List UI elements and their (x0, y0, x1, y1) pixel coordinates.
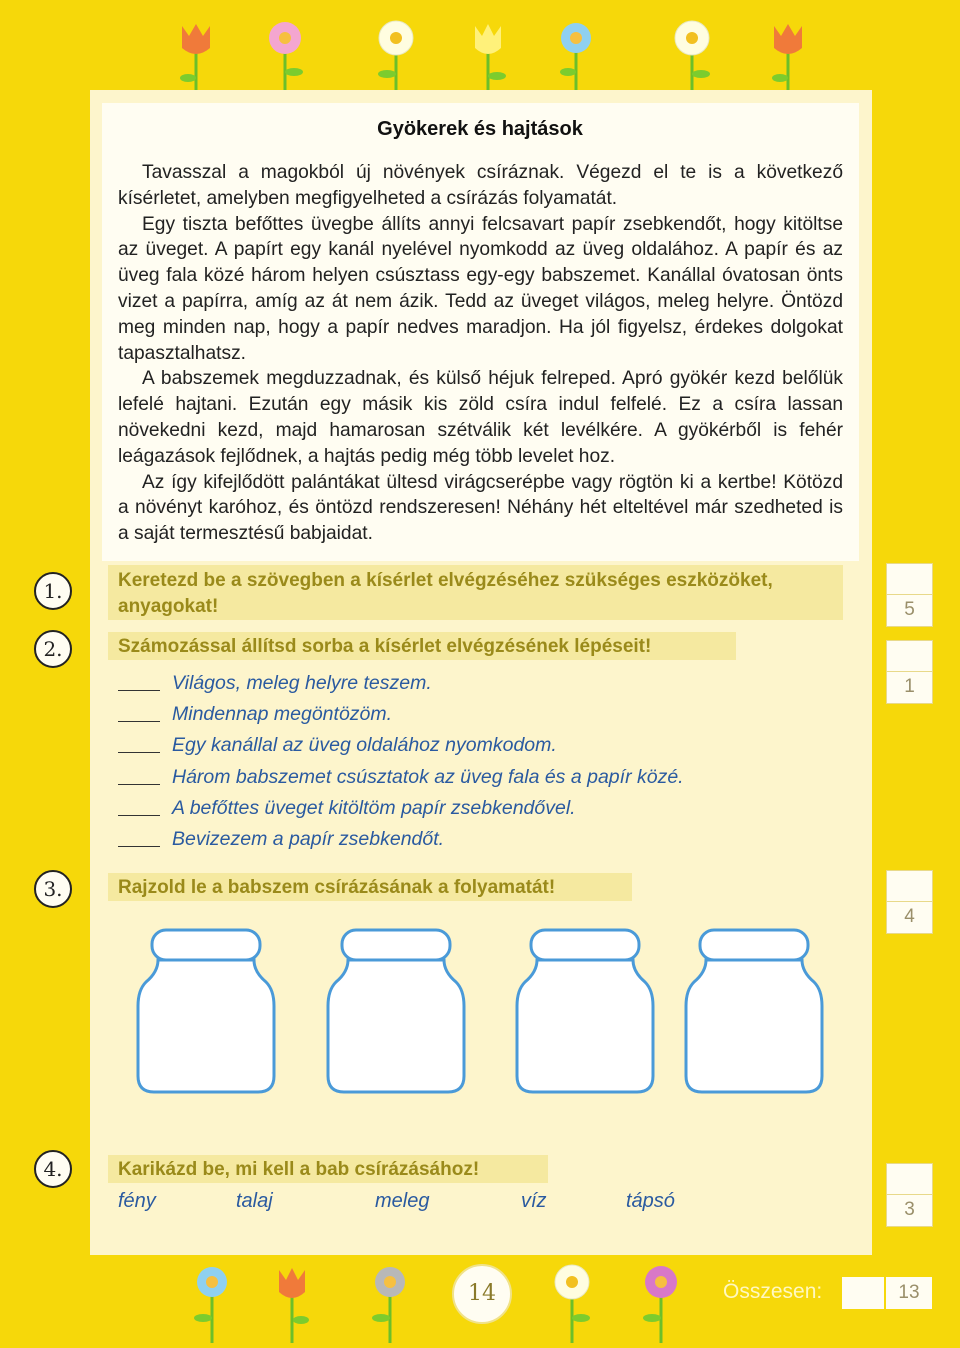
answer-blank[interactable] (118, 846, 160, 847)
page-title: Gyökerek és hajtások (377, 118, 583, 140)
word-option[interactable]: fény (118, 1190, 156, 1212)
task-number: 2. (34, 630, 72, 668)
paragraph: A babszemek megduzzadnak, és külső héjuk felreped. Apró gyökér kezd belőlük lefelé hajtani. Ezután egy másik kis zöld csíra indul felfelé. Ez a csíra lassan növekedni kezd, majd hamarosan szétválik két levélkére. A gyökérből is fehér leágazások fejlődnek, a hajtás pedig még több levelet hoz. (118, 368, 843, 467)
step-item: Egy kanállal az üveg oldalához nyomkodom. (118, 734, 684, 765)
score-box (886, 870, 933, 934)
jar-icon[interactable] (684, 926, 824, 1096)
word-option[interactable]: talaj (236, 1190, 273, 1212)
step-item: A befőttes üveget kitöltöm papír zsebkendővel. (118, 797, 684, 828)
task-number: 4. (34, 1150, 72, 1188)
score-box (886, 563, 933, 627)
reading-text (118, 160, 843, 547)
jar-icon[interactable] (136, 926, 276, 1096)
jar-icon[interactable] (515, 926, 655, 1096)
step-item: Világos, meleg helyre teszem. (118, 672, 684, 703)
score-box (886, 640, 933, 704)
paragraph: Tavasszal a magokból új növények csíráznak. Végezd el te is a következő kísérletet, amelyben megfigyelheted a csírázás folyamatát. (118, 162, 843, 209)
word-option[interactable]: meleg (375, 1190, 430, 1212)
task-number: 3. (34, 870, 72, 908)
score-box (886, 1163, 933, 1227)
task-instruction: Rajzold le a babszem csírázásának a folyamatát! (118, 877, 556, 898)
points-value: 4 (904, 906, 915, 927)
word-option[interactable]: tápsó (626, 1190, 675, 1212)
points-value: 1 (904, 676, 915, 697)
total-box (842, 1277, 932, 1309)
step-item: Mindennap megöntözöm. (118, 703, 684, 734)
task-instruction: Számozással állítsd sorba a kísérlet elvégzésének lépéseit! (118, 636, 652, 657)
flower-decoration-icon (0, 0, 960, 95)
flower-border-top (0, 0, 960, 95)
page-number: 14 (452, 1264, 512, 1324)
paragraph: Egy tiszta befőttes üvegbe állíts annyi felcsavart papír zsebkendőt, hogy kitöltse az üveget. A papírt egy kanál nyelével nyomkodd az üveg oldalához. A papír és az üveg fala közé három helyen csúsztass egy-egy babszemet. Kanállal óvatosan önts vizet a papírra, amíg az át nem ázik. Tedd az üveget világos, meleg helyre. Öntözd meg minden nap, hogy a papír nedves maradjon. Ha jól figyelsz, érdekes dolgokat tapasztalhatsz. (118, 213, 843, 364)
points-value: 5 (904, 599, 915, 620)
step-list (118, 672, 684, 859)
answer-blank[interactable] (118, 752, 160, 753)
paragraph: Az így kifejlődött palántákat ültesd virágcserépbe vagy rögtön ki a kertbe! Kötözd a növényt karóhoz, és öntözd rendszeresen! Néhány hét elteltével már szedheted is a saját termesztésű babjaidat. (118, 471, 843, 545)
answer-blank[interactable] (118, 721, 160, 722)
jar-icon[interactable] (326, 926, 466, 1096)
step-item: Három babszemet csúsztatok az üveg fala és a papír közé. (118, 766, 684, 797)
task-instruction: Keretezd be a szövegben a kísérlet elvégzéséhez szükséges eszközöket, anyagokat! (118, 570, 773, 617)
task-number: 1. (34, 572, 72, 610)
step-item: Bevizezem a papír zsebkendőt. (118, 828, 684, 859)
answer-blank[interactable] (118, 690, 160, 691)
answer-blank[interactable] (118, 784, 160, 785)
answer-blank[interactable] (118, 815, 160, 816)
points-value: 3 (904, 1199, 915, 1220)
total-points: 13 (898, 1282, 920, 1303)
total-label: Összesen: (723, 1280, 823, 1303)
word-option[interactable]: víz (521, 1190, 547, 1212)
task-instruction: Karikázd be, mi kell a bab csírázásához! (118, 1159, 480, 1180)
